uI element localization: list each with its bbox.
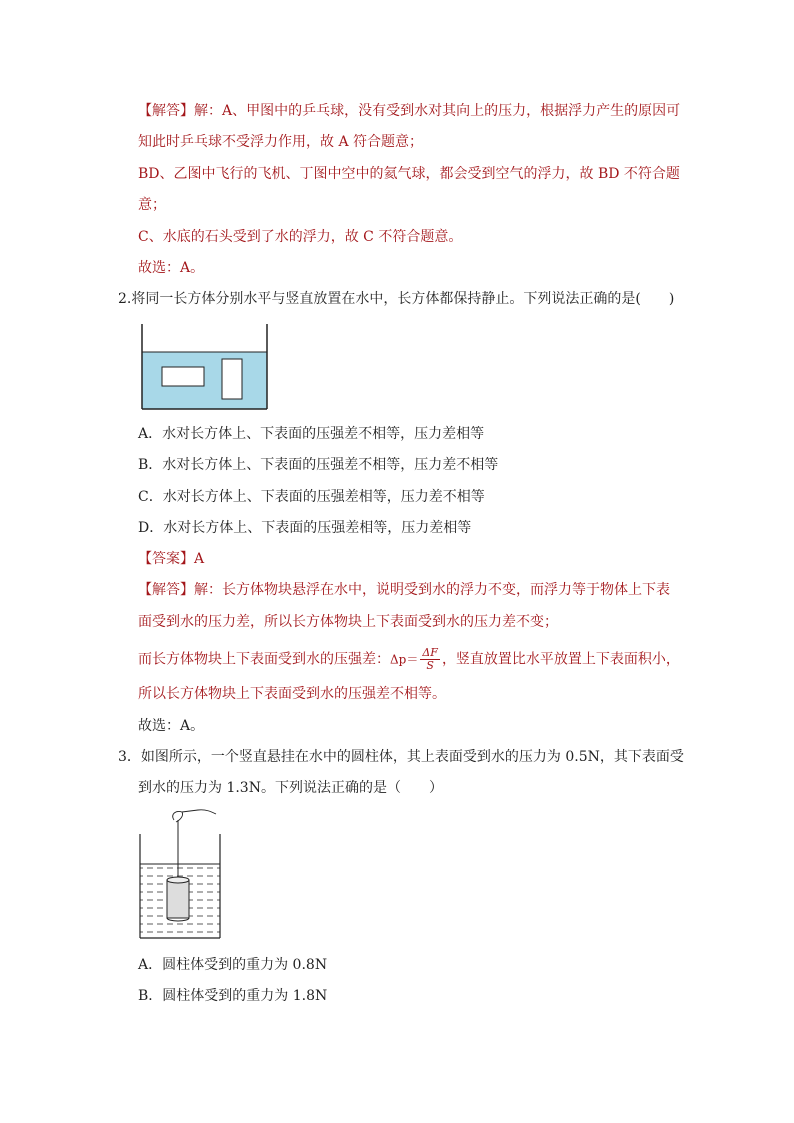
q2-stem: 2.将同一长方体分别水平与竖直放置在水中，长方体都保持静止。下列说法正确的是( ) xyxy=(118,291,675,307)
q2-solution-line-4: 所以长方体物块上下表面受到水的压强差不相等。 xyxy=(138,686,446,702)
q2-answer xyxy=(138,549,204,569)
q2-solution-tag: 【解答】 xyxy=(138,582,194,598)
pressure-fraction: $\frac{\Delta F}{S}$ xyxy=(422,646,438,672)
hand-icon xyxy=(173,810,216,822)
vertical-block xyxy=(222,359,242,399)
horizontal-block xyxy=(162,367,204,386)
q2-option-a: A．水对长方体上、下表面的压强差不相等，压力差相等 xyxy=(138,426,485,442)
q3-stem-line-2: 到水的压力为 1.3N。下列说法正确的是（ ） xyxy=(138,780,443,796)
q2-answer-value: A xyxy=(194,551,205,567)
delta-p: Δp＝ xyxy=(390,652,419,667)
q1-choice: 故选：A。 xyxy=(138,260,205,276)
q1-solution-line-2: 知此时乒乓球不受浮力作用，故 A 符合题意； xyxy=(138,134,424,150)
q3-figure-beaker xyxy=(136,808,226,942)
q2-solution-line-2: 面受到水的压力差，所以长方体物块上下表面受到水的压力差不变； xyxy=(138,614,558,630)
cylinder xyxy=(167,880,189,918)
q1-solution-tag: 【解答】 xyxy=(138,103,194,119)
q3-option-a: A．圆柱体受到的重力为 0.8N xyxy=(138,957,328,973)
q2-solution-line-1: 【解答】解：长方体物块悬浮在水中，说明受到水的浮力不变，而浮力等于物体上下表 xyxy=(138,582,670,598)
q3-option-b: B．圆柱体受到的重力为 1.8N xyxy=(138,988,328,1004)
q1-solution-line-1: 【解答】解：A、甲图中的乒乓球，没有受到水对其向上的压力，根据浮力产生的原因可 xyxy=(138,103,681,119)
q3-stem-line-1: 3．如图所示，一个竖直悬挂在水中的圆柱体，其上表面受到水的压力为 0.5N，其下表面受 xyxy=(118,749,684,765)
q2-choice: 故选：A。 xyxy=(138,718,205,734)
q1-solution-line-5: C、水底的石头受到了水的浮力，故 C 不符合题意。 xyxy=(138,229,463,245)
q2-option-c: C．水对长方体上、下表面的压强差相等，压力差不相等 xyxy=(138,489,485,505)
q2-answer-tag: 【答案】 xyxy=(138,551,194,567)
q2-option-d: D．水对长方体上、下表面的压强差相等，压力差相等 xyxy=(138,520,472,536)
q2-figure-tank xyxy=(140,322,270,412)
q2-solution-line-3: 而长方体物块上下表面受到水的压强差：Δp＝ $\frac{\Delta F}{S}$ ，竖直放置比水平放置上下表面积小， xyxy=(138,646,680,672)
q1-solution-line-3: BD、乙图中飞行的飞机、丁图中空中的氦气球，都会受到空气的浮力，故 BD 不符合题 xyxy=(138,166,680,182)
q2-option-b: B．水对长方体上、下表面的压强差不相等，压力差不相等 xyxy=(138,457,499,473)
q1-solution-line-4: 意； xyxy=(138,197,166,213)
